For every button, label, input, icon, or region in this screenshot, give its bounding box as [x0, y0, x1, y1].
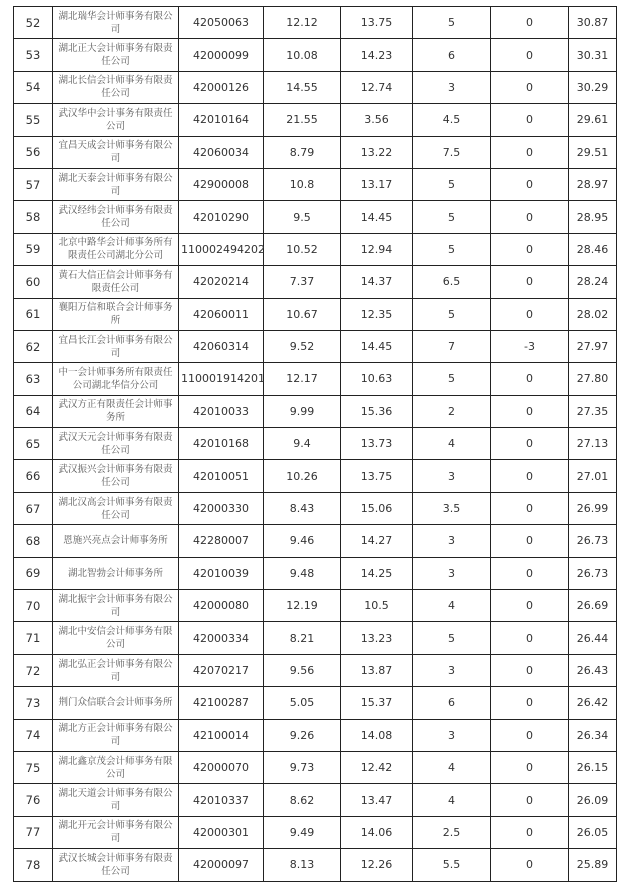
row-number-cell: 62 [14, 330, 53, 362]
row-number-cell: 60 [14, 266, 53, 298]
score-4-cell: 0 [491, 784, 569, 816]
firm-code-cell: 42000334 [179, 622, 264, 654]
firm-name-cell: 湖北瑞华会计师事务有限公司 [53, 7, 179, 39]
firm-name-cell: 宜昌长江会计师事务有限公司 [53, 330, 179, 362]
table-row [14, 719, 617, 751]
firm-code-cell: 42900008 [179, 168, 264, 200]
firm-name-cell: 湖北中安信会计师事务有限公司 [53, 622, 179, 654]
firm-code-cell: 42000126 [179, 71, 264, 103]
firm-code-cell: 42060011 [179, 298, 264, 330]
total-score-cell: 26.73 [569, 557, 617, 589]
firm-name-cell: 荆门众信联合会计师事务所 [53, 687, 179, 719]
table-row [14, 233, 617, 265]
score-1-cell: 5.05 [264, 687, 341, 719]
row-number-cell: 69 [14, 557, 53, 589]
row-number-cell: 75 [14, 751, 53, 783]
score-2-cell: 15.37 [341, 687, 413, 719]
score-4-cell: 0 [491, 622, 569, 654]
total-score-cell: 27.13 [569, 428, 617, 460]
score-3-cell: 4 [413, 428, 491, 460]
firm-name-cell: 北京中路华会计师事务所有限责任公司湖北分公司 [53, 233, 179, 265]
row-number-cell: 70 [14, 590, 53, 622]
table-row [14, 654, 617, 686]
score-3-cell: 7.5 [413, 136, 491, 168]
firm-code-cell: 42010039 [179, 557, 264, 589]
total-score-cell: 27.80 [569, 363, 617, 395]
firm-code-cell: 42100014 [179, 719, 264, 751]
score-2-cell: 12.26 [341, 849, 413, 881]
score-3-cell: 5 [413, 622, 491, 654]
score-2-cell: 13.75 [341, 460, 413, 492]
score-2-cell: 14.25 [341, 557, 413, 589]
firm-code-cell: 42000080 [179, 590, 264, 622]
score-2-cell: 15.06 [341, 492, 413, 524]
score-4-cell: 0 [491, 687, 569, 719]
score-2-cell: 12.42 [341, 751, 413, 783]
total-score-cell: 26.69 [569, 590, 617, 622]
score-4-cell: 0 [491, 849, 569, 881]
score-3-cell: 5 [413, 168, 491, 200]
table-row [14, 492, 617, 524]
table-row [14, 460, 617, 492]
score-1-cell: 9.99 [264, 395, 341, 427]
table-row [14, 395, 617, 427]
row-number-cell: 58 [14, 201, 53, 233]
score-1-cell: 10.8 [264, 168, 341, 200]
score-1-cell: 8.79 [264, 136, 341, 168]
score-1-cell: 10.26 [264, 460, 341, 492]
firm-name-cell: 湖北智勃会计师事务所 [53, 557, 179, 589]
score-3-cell: 5 [413, 233, 491, 265]
score-3-cell: 3 [413, 525, 491, 557]
score-1-cell: 8.62 [264, 784, 341, 816]
firm-code-cell: 42060034 [179, 136, 264, 168]
total-score-cell: 26.05 [569, 816, 617, 848]
firm-name-cell: 襄阳万信和联合会计师事务所 [53, 298, 179, 330]
score-1-cell: 12.17 [264, 363, 341, 395]
row-number-cell: 59 [14, 233, 53, 265]
score-3-cell: 4.5 [413, 104, 491, 136]
score-4-cell: 0 [491, 751, 569, 783]
score-2-cell: 10.5 [341, 590, 413, 622]
score-3-cell: 3.5 [413, 492, 491, 524]
score-1-cell: 9.49 [264, 816, 341, 848]
score-2-cell: 15.36 [341, 395, 413, 427]
row-number-cell: 72 [14, 654, 53, 686]
total-score-cell: 27.97 [569, 330, 617, 362]
score-2-cell: 12.94 [341, 233, 413, 265]
row-number-cell: 74 [14, 719, 53, 751]
row-number-cell: 71 [14, 622, 53, 654]
score-3-cell: 3 [413, 71, 491, 103]
score-3-cell: 5 [413, 298, 491, 330]
row-number-cell: 53 [14, 39, 53, 71]
row-number-cell: 78 [14, 849, 53, 881]
firm-name-cell: 湖北天道会计师事务有限公司 [53, 784, 179, 816]
row-number-cell: 55 [14, 104, 53, 136]
total-score-cell: 28.24 [569, 266, 617, 298]
score-3-cell: 5 [413, 363, 491, 395]
firm-code-cell: 42000301 [179, 816, 264, 848]
firm-code-cell: 42000070 [179, 751, 264, 783]
score-3-cell: 7 [413, 330, 491, 362]
firm-code-cell: 42010168 [179, 428, 264, 460]
score-1-cell: 21.55 [264, 104, 341, 136]
score-2-cell: 14.45 [341, 201, 413, 233]
score-3-cell: 2 [413, 395, 491, 427]
score-3-cell: 4 [413, 784, 491, 816]
table-row [14, 751, 617, 783]
score-3-cell: 3 [413, 654, 491, 686]
row-number-cell: 64 [14, 395, 53, 427]
table-row [14, 71, 617, 103]
score-1-cell: 9.48 [264, 557, 341, 589]
total-score-cell: 29.51 [569, 136, 617, 168]
total-score-cell: 27.35 [569, 395, 617, 427]
firm-code-cell: 42000097 [179, 849, 264, 881]
table-row [14, 266, 617, 298]
firm-name-cell: 宜昌天成会计师事务有限公司 [53, 136, 179, 168]
table-row [14, 330, 617, 362]
score-2-cell: 14.06 [341, 816, 413, 848]
score-1-cell: 10.08 [264, 39, 341, 71]
table-row [14, 590, 617, 622]
score-3-cell: 3 [413, 719, 491, 751]
score-3-cell: 5 [413, 7, 491, 39]
table-row [14, 363, 617, 395]
row-number-cell: 57 [14, 168, 53, 200]
score-4-cell: 0 [491, 71, 569, 103]
firm-code-cell: 42060314 [179, 330, 264, 362]
total-score-cell: 30.31 [569, 39, 617, 71]
score-4-cell: 0 [491, 557, 569, 589]
firm-name-cell: 武汉方正有限责任会计师事务所 [53, 395, 179, 427]
score-1-cell: 12.12 [264, 7, 341, 39]
table-row [14, 136, 617, 168]
firm-name-cell: 武汉华中会计事务有限责任公司 [53, 104, 179, 136]
score-2-cell: 13.47 [341, 784, 413, 816]
firm-name-cell: 黄石大信正信会计师事务有限责任公司 [53, 266, 179, 298]
firm-code-cell: 42010337 [179, 784, 264, 816]
score-2-cell: 12.35 [341, 298, 413, 330]
score-1-cell: 10.52 [264, 233, 341, 265]
score-2-cell: 13.73 [341, 428, 413, 460]
score-4-cell: 0 [491, 266, 569, 298]
row-number-cell: 61 [14, 298, 53, 330]
firm-name-cell: 湖北鑫京茂会计师事务有限公司 [53, 751, 179, 783]
firm-code-cell: 42100287 [179, 687, 264, 719]
score-1-cell: 9.26 [264, 719, 341, 751]
table-row [14, 168, 617, 200]
score-3-cell: 6 [413, 39, 491, 71]
score-2-cell: 10.63 [341, 363, 413, 395]
score-4-cell: 0 [491, 460, 569, 492]
score-3-cell: 6.5 [413, 266, 491, 298]
score-1-cell: 12.19 [264, 590, 341, 622]
firm-name-cell: 湖北方正会计师事务有限公司 [53, 719, 179, 751]
score-1-cell: 9.73 [264, 751, 341, 783]
score-2-cell: 13.75 [341, 7, 413, 39]
table-row [14, 784, 617, 816]
score-1-cell: 9.56 [264, 654, 341, 686]
row-number-cell: 63 [14, 363, 53, 395]
firm-name-cell: 恩施兴亮点会计师事务所 [53, 525, 179, 557]
total-score-cell: 25.89 [569, 849, 617, 881]
firm-code-cell: 110001914201 [179, 363, 264, 395]
table-row [14, 622, 617, 654]
firm-code-cell: 42280007 [179, 525, 264, 557]
total-score-cell: 26.44 [569, 622, 617, 654]
score-4-cell: 0 [491, 363, 569, 395]
score-4-cell: 0 [491, 525, 569, 557]
table-row [14, 816, 617, 848]
score-2-cell: 14.37 [341, 266, 413, 298]
total-score-cell: 28.02 [569, 298, 617, 330]
score-2-cell: 13.87 [341, 654, 413, 686]
score-1-cell: 9.52 [264, 330, 341, 362]
total-score-cell: 27.01 [569, 460, 617, 492]
firm-code-cell: 42050063 [179, 7, 264, 39]
row-number-cell: 54 [14, 71, 53, 103]
firm-name-cell: 湖北汉高会计师事务有限责任公司 [53, 492, 179, 524]
firm-name-cell: 武汉长城会计师事务有限责任公司 [53, 849, 179, 881]
row-number-cell: 76 [14, 784, 53, 816]
score-4-cell: 0 [491, 201, 569, 233]
row-number-cell: 68 [14, 525, 53, 557]
table-row [14, 849, 617, 881]
score-2-cell: 13.17 [341, 168, 413, 200]
table-row [14, 7, 617, 39]
firm-name-cell: 湖北正大会计师事务有限责任公司 [53, 39, 179, 71]
firm-name-cell: 武汉天元会计师事务有限责任公司 [53, 428, 179, 460]
score-4-cell: 0 [491, 7, 569, 39]
row-number-cell: 65 [14, 428, 53, 460]
score-2-cell: 13.22 [341, 136, 413, 168]
table-row [14, 428, 617, 460]
score-2-cell: 14.45 [341, 330, 413, 362]
score-1-cell: 8.21 [264, 622, 341, 654]
score-1-cell: 8.43 [264, 492, 341, 524]
table-row [14, 201, 617, 233]
row-number-cell: 66 [14, 460, 53, 492]
score-2-cell: 3.56 [341, 104, 413, 136]
score-4-cell: 0 [491, 39, 569, 71]
score-4-cell: 0 [491, 136, 569, 168]
total-score-cell: 28.97 [569, 168, 617, 200]
firm-code-cell: 42010051 [179, 460, 264, 492]
row-number-cell: 56 [14, 136, 53, 168]
table-row [14, 687, 617, 719]
row-number-cell: 52 [14, 7, 53, 39]
total-score-cell: 29.61 [569, 104, 617, 136]
score-4-cell: 0 [491, 816, 569, 848]
firm-code-cell: 42070217 [179, 654, 264, 686]
score-4-cell: 0 [491, 298, 569, 330]
score-4-cell: 0 [491, 233, 569, 265]
firm-name-cell: 湖北天泰会计师事务有限公司 [53, 168, 179, 200]
score-4-cell: 0 [491, 492, 569, 524]
row-number-cell: 67 [14, 492, 53, 524]
firm-name-cell: 湖北开元会计师事务有限公司 [53, 816, 179, 848]
total-score-cell: 26.09 [569, 784, 617, 816]
table-row [14, 39, 617, 71]
firm-name-cell: 中一会计师事务所有限责任公司湖北华信分公司 [53, 363, 179, 395]
score-3-cell: 6 [413, 687, 491, 719]
table-row [14, 525, 617, 557]
score-1-cell: 9.5 [264, 201, 341, 233]
score-4-cell: 0 [491, 104, 569, 136]
score-3-cell: 5 [413, 201, 491, 233]
score-1-cell: 7.37 [264, 266, 341, 298]
firm-code-cell: 42020214 [179, 266, 264, 298]
score-4-cell: 0 [491, 428, 569, 460]
score-1-cell: 9.4 [264, 428, 341, 460]
score-4-cell: 0 [491, 654, 569, 686]
ranking-table [13, 6, 617, 882]
total-score-cell: 30.87 [569, 7, 617, 39]
table-row [14, 104, 617, 136]
total-score-cell: 26.99 [569, 492, 617, 524]
score-2-cell: 13.23 [341, 622, 413, 654]
score-3-cell: 3 [413, 557, 491, 589]
score-3-cell: 2.5 [413, 816, 491, 848]
total-score-cell: 26.15 [569, 751, 617, 783]
score-2-cell: 14.23 [341, 39, 413, 71]
table-row [14, 557, 617, 589]
score-1-cell: 8.13 [264, 849, 341, 881]
firm-code-cell: 42010290 [179, 201, 264, 233]
total-score-cell: 26.42 [569, 687, 617, 719]
firm-code-cell: 42000099 [179, 39, 264, 71]
total-score-cell: 28.46 [569, 233, 617, 265]
score-4-cell: 0 [491, 590, 569, 622]
score-3-cell: 4 [413, 751, 491, 783]
total-score-cell: 28.95 [569, 201, 617, 233]
total-score-cell: 26.34 [569, 719, 617, 751]
score-3-cell: 4 [413, 590, 491, 622]
score-4-cell: 0 [491, 168, 569, 200]
score-2-cell: 14.08 [341, 719, 413, 751]
score-1-cell: 14.55 [264, 71, 341, 103]
row-number-cell: 77 [14, 816, 53, 848]
table-body [14, 7, 617, 882]
score-2-cell: 14.27 [341, 525, 413, 557]
firm-code-cell: 42010033 [179, 395, 264, 427]
firm-name-cell: 武汉振兴会计师事务有限责任公司 [53, 460, 179, 492]
total-score-cell: 26.73 [569, 525, 617, 557]
score-1-cell: 9.46 [264, 525, 341, 557]
total-score-cell: 26.43 [569, 654, 617, 686]
firm-code-cell: 42000330 [179, 492, 264, 524]
score-3-cell: 5.5 [413, 849, 491, 881]
firm-name-cell: 湖北长信会计师事务有限责任公司 [53, 71, 179, 103]
score-2-cell: 12.74 [341, 71, 413, 103]
total-score-cell: 30.29 [569, 71, 617, 103]
score-4-cell: 0 [491, 395, 569, 427]
table-row [14, 298, 617, 330]
score-4-cell: -3 [491, 330, 569, 362]
row-number-cell: 73 [14, 687, 53, 719]
firm-name-cell: 湖北弘正会计师事务有限公司 [53, 654, 179, 686]
firm-name-cell: 湖北振宇会计师事务有限公司 [53, 590, 179, 622]
score-3-cell: 3 [413, 460, 491, 492]
score-4-cell: 0 [491, 719, 569, 751]
firm-name-cell: 武汉经纬会计师事务有限责任公司 [53, 201, 179, 233]
score-1-cell: 10.67 [264, 298, 341, 330]
firm-code-cell: 42010164 [179, 104, 264, 136]
firm-code-cell: 110002494202 [179, 233, 264, 265]
